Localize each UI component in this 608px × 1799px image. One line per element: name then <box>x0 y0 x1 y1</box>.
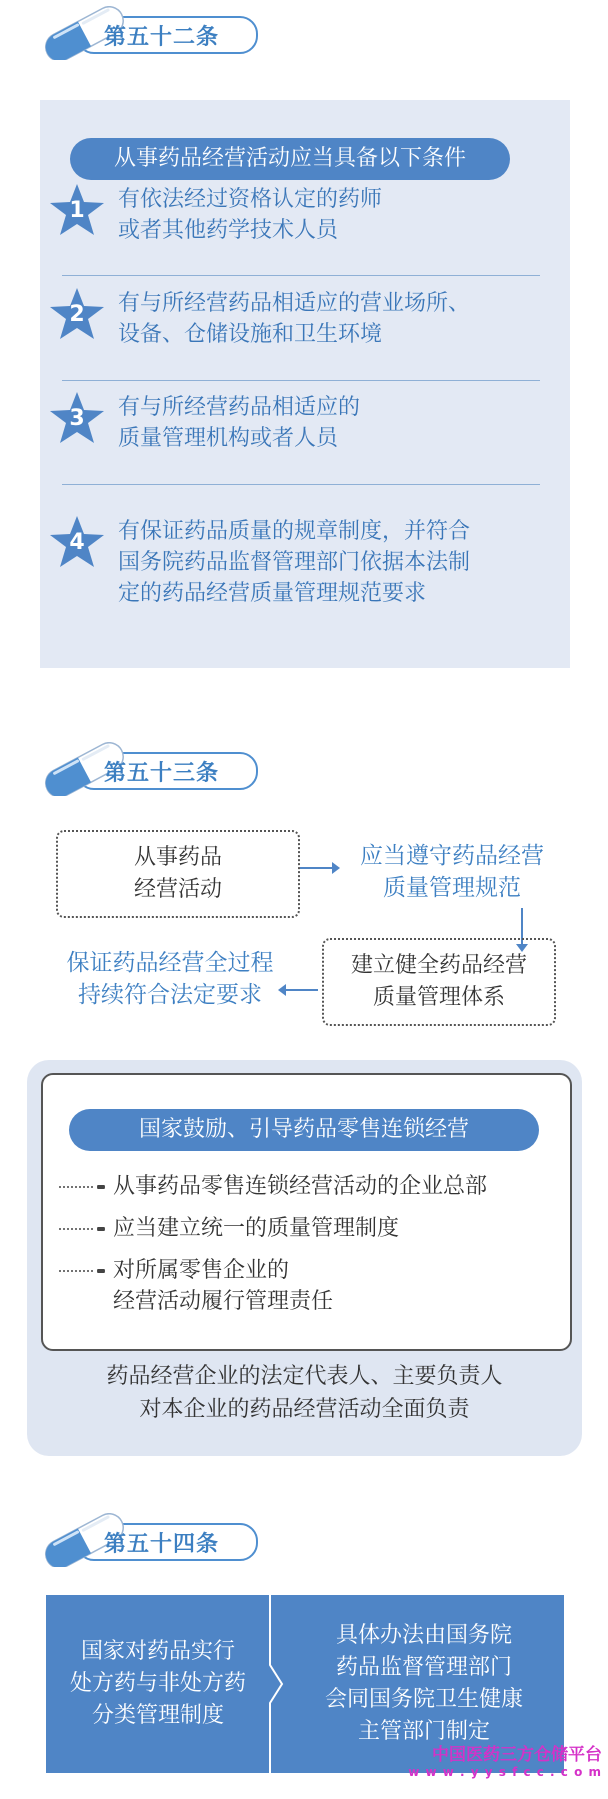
divider <box>62 380 540 381</box>
classification-system: 国家对药品实行 处方药与非处方药 分类管理制度 <box>69 1639 246 1728</box>
dotted-bullet-icon <box>59 1227 107 1231</box>
divider <box>62 275 540 276</box>
condition-item <box>40 182 570 272</box>
condition-text: 有与所经营药品相适应的 质量管理机构或者人员 <box>118 395 361 451</box>
article-title: 第五十二条 <box>104 25 220 50</box>
condition-item <box>40 390 570 480</box>
dotted-bullet-icon <box>59 1269 107 1273</box>
flow-box-system: 建立健全药品经营 质量管理体系 <box>322 938 556 1026</box>
condition-text: 有保证药品质量的规章制度，并符合 国务院药品监督管理部门依据本法制 定的药品经营质量管理规范要求 <box>118 519 471 606</box>
article-title: 第五十四条 <box>104 1532 220 1557</box>
condition-item <box>40 514 570 624</box>
divider <box>62 484 540 485</box>
retail-chain-box: 国家鼓励、引导药品零售连锁经营 从事药品零售连锁经营活动的企业总部 应当建立统一的质量管理制度 对所属零售企业的 经营活动履行管理责任 <box>41 1073 572 1351</box>
flow-step-ensure: 保证药品经营全过程 持续符合法定要求 <box>66 950 274 1008</box>
condition-number: 4 <box>69 530 85 555</box>
condition-number: 1 <box>69 198 85 223</box>
condition-number: 2 <box>69 302 85 327</box>
watermark: 中国医药三方仓储平台 w w w . y y s f c c . c o m <box>408 1745 602 1779</box>
flow-box-start: 从事药品 经营活动 <box>56 830 300 918</box>
flow-step-comply: 应当遵守药品经营 质量管理规范 <box>360 843 544 901</box>
article-52-panel <box>40 100 570 668</box>
classification-method: 具体办法由国务院 药品监督管理部门 会同国务院卫生健康 主管部门制定 <box>324 1623 523 1744</box>
responsibility-note: 药品经营企业的法定代表人、主要负责人 对本企业的药品经营活动全面负责 <box>106 1364 503 1422</box>
retail-banner: 国家鼓励、引导药品零售连锁经营 <box>69 1109 539 1151</box>
condition-item <box>40 286 570 376</box>
arrow-right-icon <box>298 858 342 878</box>
article-53-header <box>36 742 266 796</box>
article-54-header <box>36 1513 266 1567</box>
dotted-bullet-icon <box>59 1185 107 1189</box>
conditions-banner: 从事药品经营活动应当具备以下条件 <box>70 138 510 180</box>
retail-chain-panel <box>27 1060 582 1456</box>
condition-text: 有依法经过资格认定的药师 或者其他药学技术人员 <box>118 187 383 243</box>
condition-number: 3 <box>69 406 85 431</box>
article-title: 第五十三条 <box>104 761 220 786</box>
condition-text: 有与所经营药品相适应的营业场所、 设备、仓储设施和卫生环境 <box>118 291 471 347</box>
article-52-header <box>36 6 266 60</box>
